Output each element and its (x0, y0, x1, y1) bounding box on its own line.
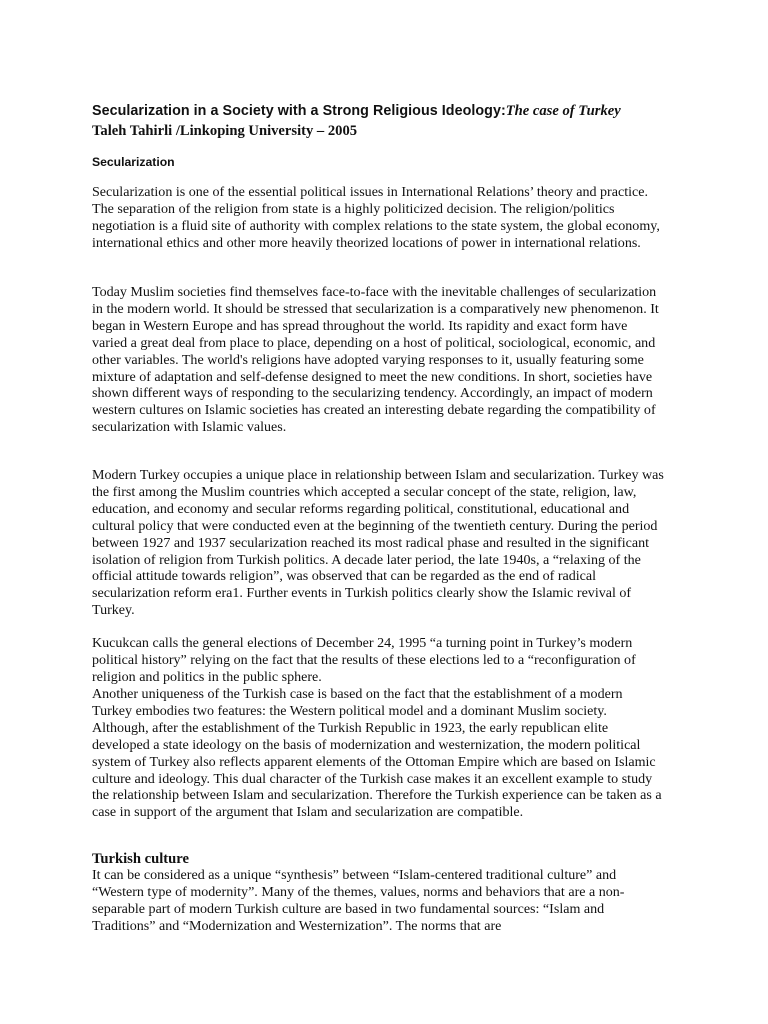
author-line: Taleh Tahirli /Linkoping University – 2005 (92, 123, 358, 139)
paragraph-3: Modern Turkey occupies a unique place in relationship between Islam and secularization. Turkey was the first among the Muslim countries which accepted a secular concept of the state, religion, law, education, and economy and secular reforms regarding political, constitutional, educational and cultural policy that were conducted even at the beginning of the twentieth century. During the period between 1927 and 1937 secularization reached its most radical phase and resulted in the significant isolation of religion from Turkish politics. A decade later period, the late 1940s, a “relaxing of the official attitude towards religion”, was observed that can be regarded as the end of radical secularization reform era1. Further events in Turkish politics clearly show the Islamic revival of Turkey. (92, 467, 664, 619)
paragraph-1: Secularization is one of the essential political issues in International Relations’ theory and practice. The separation of the religion from state is a highly politicized decision. The religion/politics negotiation is a fluid site of authority with complex relations to the state system, the global economy, international ethics and other more heavily theorized locations of power in international relations. (92, 184, 660, 251)
paragraph-5: Another uniqueness of the Turkish case is based on the fact that the establishment of a modern Turkey embodies two features: the Western political model and a dominant Muslim society. Although, after the establishment of the Turkish Republic in 1923, the early republican elite developed a state ideology on the basis of modernization and westernization, the modern political system of Turkey also reflects apparent elements of the Ottoman Empire which are based on Islamic culture and ideology. This dual character of the Turkish case makes it an excellent example to study the relationship between Islam and secularization. Therefore the Turkish experience can be taken as a case in support of the argument that Islam and secularization are compatible. (92, 686, 662, 821)
section-heading-turkish-culture: Turkish culture (92, 851, 189, 867)
document-title (92, 101, 732, 121)
paragraph-6: It can be considered as a unique “synthesis” between “Islam-centered traditional culture” and “Western type of modernity”. Many of the themes, values, norms and behaviors that are a non-separable part of modern Turkish culture are based in two fundamental sources: “Islam and Traditions” and “Modernization and Westernization”. The norms that are (92, 867, 625, 934)
section-heading-secularization: Secularization (92, 155, 175, 169)
title-main: Secularization in a Society with a Strong Religious Ideology: (92, 103, 506, 119)
title-subtitle: The case of Turkey (505, 103, 621, 119)
paragraph-2: Today Muslim societies find themselves face-to-face with the inevitable challenges of secularization in the modern world. It should be stressed that secularization is a comparatively new phenomenon. It began in Western Europe and has spread throughout the world. Its rapidity and exact form have varied a great deal from place to place, depending on a host of political, sociological, economic, and other variables. The world's religions have adopted varying responses to it, usually featuring some mixture of adaptation and self-defense designed to meet the new conditions. In short, societies have shown different ways of responding to the secularizing tendency. Accordingly, an impact of modern western cultures on Islamic societies has created an interesting debate regarding the compatibility of secularization with Islamic values. (92, 284, 659, 436)
paragraph-4: Kucukcan calls the general elections of December 24, 1995 “a turning point in Turkey’s modern political history” relying on the fact that the results of these elections led to a “reconfiguration of religion and politics in the public sphere. (92, 635, 636, 685)
